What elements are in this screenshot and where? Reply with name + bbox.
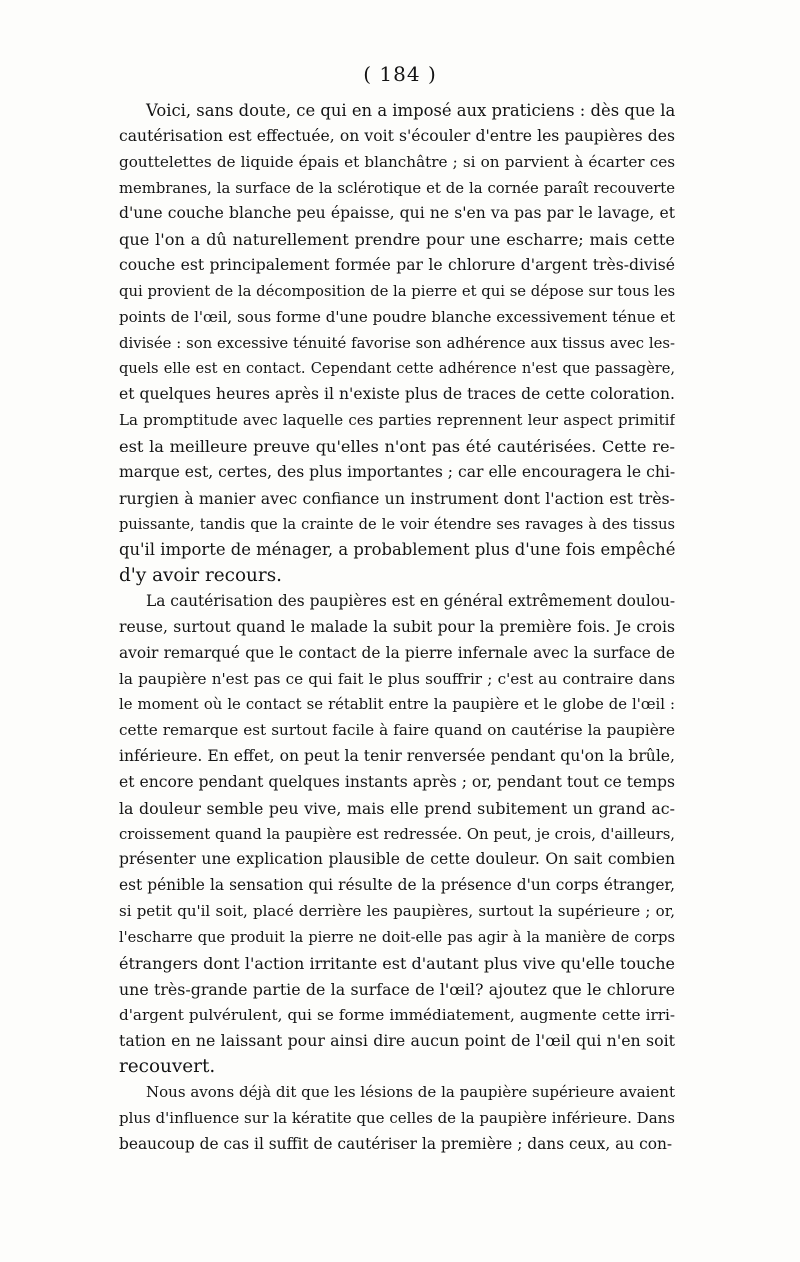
text-line: est pénible la sensation qui résulte de la présence d'un corps étranger, bbox=[119, 876, 675, 895]
text-line: inférieure. En effet, on peut la tenir renversée pendant qu'on la brûle, bbox=[119, 747, 675, 766]
text-line: beaucoup de cas il suffit de cautériser la première ; dans ceux, au con- bbox=[119, 1134, 673, 1153]
paragraph bbox=[119, 98, 675, 589]
paragraph bbox=[119, 1080, 675, 1158]
text-line: Voici, sans doute, ce qui en a imposé aux praticiens : dès que la bbox=[146, 101, 675, 120]
text-line: qu'il importe de ménager, a probablement plus d'une fois empêché bbox=[119, 540, 675, 560]
text-line: croissement quand la paupière est redressée. On peut, je crois, d'ailleurs, bbox=[119, 825, 675, 843]
text-line: puissante, tandis que la crainte de le voir étendre ses ravages à des tissus bbox=[119, 515, 675, 533]
text-line: et encore pendant quelques instants après ; or, pendant tout ce temps bbox=[119, 772, 675, 791]
text-line: divisée : son excessive ténuité favorise son adhérence aux tissus avec les- bbox=[119, 334, 675, 352]
text-line: La promptitude avec laquelle ces parties reprennent leur aspect primitif bbox=[119, 411, 675, 430]
text-line: recouvert. bbox=[119, 1056, 216, 1078]
text-line: qui provient de la décomposition de la pierre et qui se dépose sur tous les bbox=[119, 282, 675, 300]
text-line: une très-grande partie de la surface de l'œil? ajoutez que le chlorure bbox=[119, 979, 675, 999]
text-line: gouttelettes de liquide épais et blanchâtre ; si on parvient à écarter ces bbox=[119, 152, 675, 171]
text-line: le moment où le contact se rétablit entre la paupière et le globe de l'œil : bbox=[119, 696, 675, 714]
text-line: marque est, certes, des plus importantes ; car elle encouragera le chi- bbox=[119, 462, 675, 481]
text-line: couche est principalement formée par le chlorure d'argent très-divisé bbox=[119, 256, 675, 275]
text-line: que l'on a dû naturellement prendre pour une escharre; mais cette bbox=[119, 230, 675, 250]
text-line: tation en ne laissant pour ainsi dire aucun point de l'œil qui n'en soit bbox=[119, 1031, 675, 1051]
text-line: plus d'influence sur la kératite que celles de la paupière inférieure. Dans bbox=[119, 1108, 675, 1127]
text-line: l'escharre que produit la pierre ne doit-elle pas agir à la manière de corps bbox=[119, 929, 675, 946]
text-line: d'une couche blanche peu épaisse, qui ne s'en va pas par le lavage, et bbox=[119, 204, 675, 223]
body-text bbox=[119, 98, 675, 1158]
text-line: est la meilleure preuve qu'elles n'ont pas été cautérisées. Cette re- bbox=[119, 436, 675, 456]
text-line: quels elle est en contact. Cependant cette adhérence n'est que passagère, bbox=[119, 360, 675, 378]
text-line: et quelques heures après il n'existe plus de traces de cette coloration. bbox=[119, 385, 675, 404]
text-line: rurgien à manier avec confiance un instrument dont l'action est très- bbox=[119, 488, 675, 508]
text-line: Nous avons déjà dit que les lésions de la paupière supérieure avaient bbox=[146, 1083, 675, 1102]
text-line: la douleur semble peu vive, mais elle prend subitement un grand ac- bbox=[119, 798, 675, 818]
text-line: avoir remarqué que le contact de la pierre infernale avec la surface de bbox=[119, 643, 675, 662]
text-line: reuse, surtout quand le malade la subit pour la première fois. Je crois bbox=[119, 617, 675, 636]
page-number: ( 184 ) bbox=[363, 62, 437, 86]
text-line: si petit qu'il soit, placé derrière les paupières, surtout la supérieure ; or, bbox=[119, 902, 675, 921]
text-line: présenter une explication plausible de cette douleur. On sait combien bbox=[119, 850, 675, 869]
text-line: points de l'œil, sous forme d'une poudre blanche excessivement ténue et bbox=[119, 307, 675, 326]
text-line: cette remarque est surtout facile à faire quand on cautérise la paupière bbox=[119, 721, 675, 740]
paragraph bbox=[119, 589, 675, 1080]
text-line: La cautérisation des paupières est en général extrêmement doulou- bbox=[146, 592, 675, 611]
text-line: d'argent pulvérulent, qui se forme immédiatement, augmente cette irri- bbox=[119, 1005, 675, 1024]
text-line: étrangers dont l'action irritante est d'autant plus vive qu'elle touche bbox=[119, 953, 675, 973]
text-line: la paupière n'est pas ce qui fait le plus souffrir ; c'est au contraire dans bbox=[119, 669, 675, 688]
text-line: cautérisation est effectuée, on voit s'écouler d'entre les paupières des bbox=[119, 126, 675, 145]
text-line: d'y avoir recours. bbox=[119, 565, 282, 587]
text-line: membranes, la surface de la sclérotique et de la cornée paraît recouverte bbox=[119, 179, 675, 197]
